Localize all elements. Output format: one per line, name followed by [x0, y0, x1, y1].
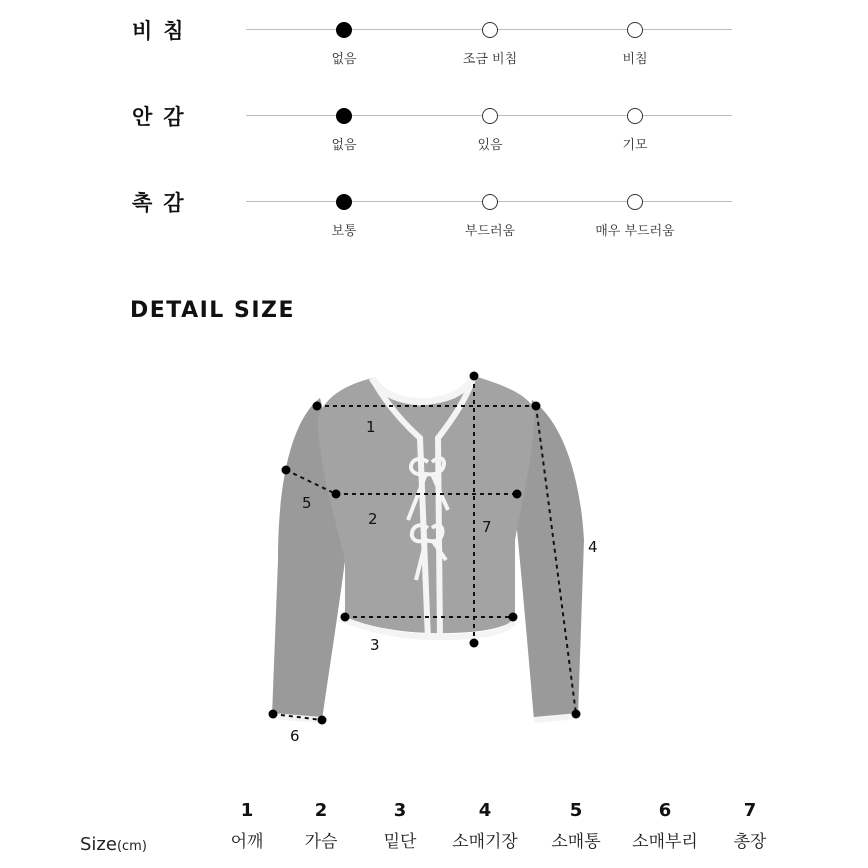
measure-point — [572, 710, 581, 719]
rating-option: 없음 — [331, 138, 357, 153]
measure-label-1: 1 — [366, 418, 376, 436]
rating-option: 부드러움 — [464, 224, 516, 239]
size-column-number: 2 — [314, 800, 328, 821]
size-column-number: 1 — [240, 800, 254, 821]
rating-option: 조금 비침 — [462, 52, 518, 67]
right-cuff-trim — [534, 716, 578, 720]
size-column-number: 3 — [393, 800, 407, 821]
measure-point — [341, 613, 350, 622]
rating-label: 촉감 — [132, 191, 195, 215]
rating-option: 기모 — [622, 138, 648, 153]
size-label-text: Size — [80, 834, 117, 855]
rating-option: 있음 — [477, 138, 503, 153]
rating-option: 없음 — [331, 52, 357, 67]
measure-point — [509, 613, 518, 622]
measure-point — [332, 490, 341, 499]
measure-label-7: 7 — [482, 518, 492, 536]
size-column-number: 4 — [478, 800, 492, 821]
size-column — [526, 800, 626, 852]
size-unit: (cm) — [116, 839, 147, 854]
size-column-number: 5 — [569, 800, 583, 821]
measure-point — [313, 402, 322, 411]
measure-point — [513, 490, 522, 499]
measure-point — [470, 639, 479, 648]
rating-label: 안감 — [132, 105, 195, 129]
size-column-name: 어깨 — [230, 832, 264, 852]
measure-label-2: 2 — [368, 510, 378, 528]
cardigan-illustration — [272, 376, 584, 720]
size-column-name: 소매통 — [551, 832, 601, 852]
size-label — [80, 834, 147, 855]
size-column-number: 7 — [743, 800, 757, 821]
measure-point — [282, 466, 291, 475]
size-column-name: 소매기장 — [452, 832, 518, 852]
rating-label: 비침 — [132, 19, 195, 43]
size-column — [435, 800, 535, 852]
size-column-name: 총장 — [733, 832, 767, 852]
size-table — [0, 800, 868, 868]
rating-option: 매우 부드러움 — [595, 224, 675, 239]
detail-size-title: DETAIL SIZE — [130, 298, 295, 323]
measure-point — [318, 716, 327, 725]
measure-point — [269, 710, 278, 719]
measure-label-6: 6 — [290, 727, 300, 745]
size-column-name: 소매부리 — [632, 832, 698, 852]
size-column-name: 밑단 — [383, 832, 417, 852]
rating-option: 비침 — [622, 52, 648, 67]
measure-point — [470, 372, 479, 381]
size-column-name: 가슴 — [304, 832, 338, 852]
measure-label-5: 5 — [302, 494, 312, 512]
rating-option: 보통 — [331, 224, 357, 239]
measure-label-4: 4 — [588, 538, 598, 556]
size-column-number: 6 — [658, 800, 672, 821]
measure-label-3: 3 — [370, 636, 380, 654]
size-column — [700, 800, 800, 852]
measure-point — [532, 402, 541, 411]
